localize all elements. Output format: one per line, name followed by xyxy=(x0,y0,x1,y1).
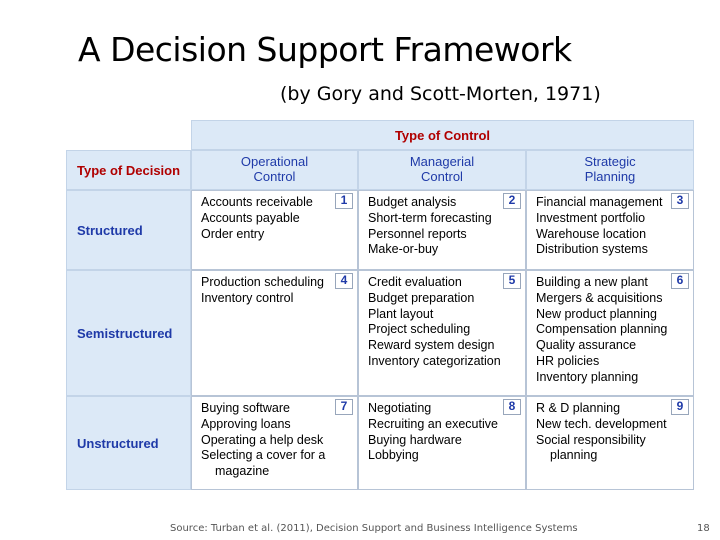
source-citation: Source: Turban et al. (2011), Decision Support and Business Intelligence Systems xyxy=(170,523,578,534)
cell-item: Investment portfolio xyxy=(536,210,646,225)
cell-item: Operating a help desk xyxy=(201,432,324,447)
cell-number: 5 xyxy=(503,273,521,289)
cell-item: Mergers & acquisitions xyxy=(536,290,663,305)
cell-item: Selecting a cover for a xyxy=(201,448,326,463)
column-header-operational xyxy=(191,150,358,190)
row-label-semistructured: Semistructured xyxy=(66,270,191,396)
cell-item: Warehouse location xyxy=(536,226,647,241)
framework-cell xyxy=(526,396,694,490)
column-header-line: Strategic xyxy=(584,154,636,170)
column-header-line: Planning xyxy=(584,169,636,184)
column-header-managerial xyxy=(358,150,526,190)
cell-item: Inventory planning xyxy=(536,369,639,384)
cell-item: Lobbying xyxy=(368,448,419,463)
cell-item: Plant layout xyxy=(368,306,434,321)
cell-item: Distribution systems xyxy=(536,242,648,257)
cell-number: 2 xyxy=(503,193,521,209)
cell-item: Buying hardware xyxy=(368,432,462,447)
cell-item: Buying software xyxy=(201,401,290,415)
cell-item: Inventory control xyxy=(201,290,294,305)
cell-item: Inventory categorization xyxy=(368,353,501,368)
column-header-strategic xyxy=(526,150,694,190)
decision-framework-table xyxy=(66,120,694,490)
cell-number: 8 xyxy=(503,399,521,415)
framework-cell xyxy=(191,190,358,270)
cell-item: R & D planning xyxy=(536,401,621,415)
cell-number: 6 xyxy=(671,273,689,289)
cell-item: Approving loans xyxy=(201,416,291,431)
framework-cell xyxy=(358,396,526,490)
type-of-decision-header: Type of Decision xyxy=(66,150,191,190)
cell-item: Project scheduling xyxy=(368,322,471,337)
cell-item: Financial management xyxy=(536,195,663,209)
page-number: 18 xyxy=(697,523,710,534)
cell-item: Budget preparation xyxy=(368,290,475,305)
cell-number: 4 xyxy=(335,273,353,289)
cell-item: Short-term forecasting xyxy=(368,210,492,225)
cell-item: Accounts receivable xyxy=(201,195,313,209)
framework-cell xyxy=(526,190,694,270)
row-label-unstructured: Unstructured xyxy=(66,396,191,490)
cell-number: 3 xyxy=(671,193,689,209)
cell-item: magazine xyxy=(215,464,270,479)
column-header-line: Control xyxy=(421,169,463,184)
cell-item: Accounts payable xyxy=(201,210,300,225)
cell-item: HR policies xyxy=(536,353,600,368)
cell-item: Negotiating xyxy=(368,401,432,415)
slide-subtitle: (by Gory and Scott-Morten, 1971) xyxy=(280,83,601,105)
column-header-line: Control xyxy=(253,169,296,184)
framework-cell xyxy=(526,270,694,396)
cell-item: Production scheduling xyxy=(201,275,324,289)
cell-item: Make-or-buy xyxy=(368,242,439,257)
row-label-structured: Structured xyxy=(66,190,191,270)
cell-item: Building a new plant xyxy=(536,275,648,289)
cell-item: Personnel reports xyxy=(368,226,467,241)
cell-item: New tech. development xyxy=(536,416,667,431)
cell-number: 7 xyxy=(335,399,353,415)
cell-number: 1 xyxy=(335,193,353,209)
cell-item: Order entry xyxy=(201,226,265,241)
cell-item: planning xyxy=(550,448,598,463)
column-header-line: Operational xyxy=(240,154,309,170)
column-header-line: Managerial xyxy=(409,154,475,170)
cell-item: Social responsibility xyxy=(536,432,646,447)
framework-cell xyxy=(358,190,526,270)
framework-cell xyxy=(358,270,526,396)
cell-item: Credit evaluation xyxy=(368,275,462,289)
cell-number: 9 xyxy=(671,399,689,415)
cell-item: Compensation planning xyxy=(536,322,668,337)
cell-item: Budget analysis xyxy=(368,195,457,209)
cell-item: Recruiting an executive xyxy=(368,416,498,431)
type-of-control-header: Type of Control xyxy=(191,120,694,150)
slide-title: A Decision Support Framework xyxy=(78,30,572,69)
cell-item: Quality assurance xyxy=(536,338,637,353)
framework-cell xyxy=(191,396,358,490)
cell-item: Reward system design xyxy=(368,338,495,353)
framework-cell xyxy=(191,270,358,396)
cell-item: New product planning xyxy=(536,306,657,321)
